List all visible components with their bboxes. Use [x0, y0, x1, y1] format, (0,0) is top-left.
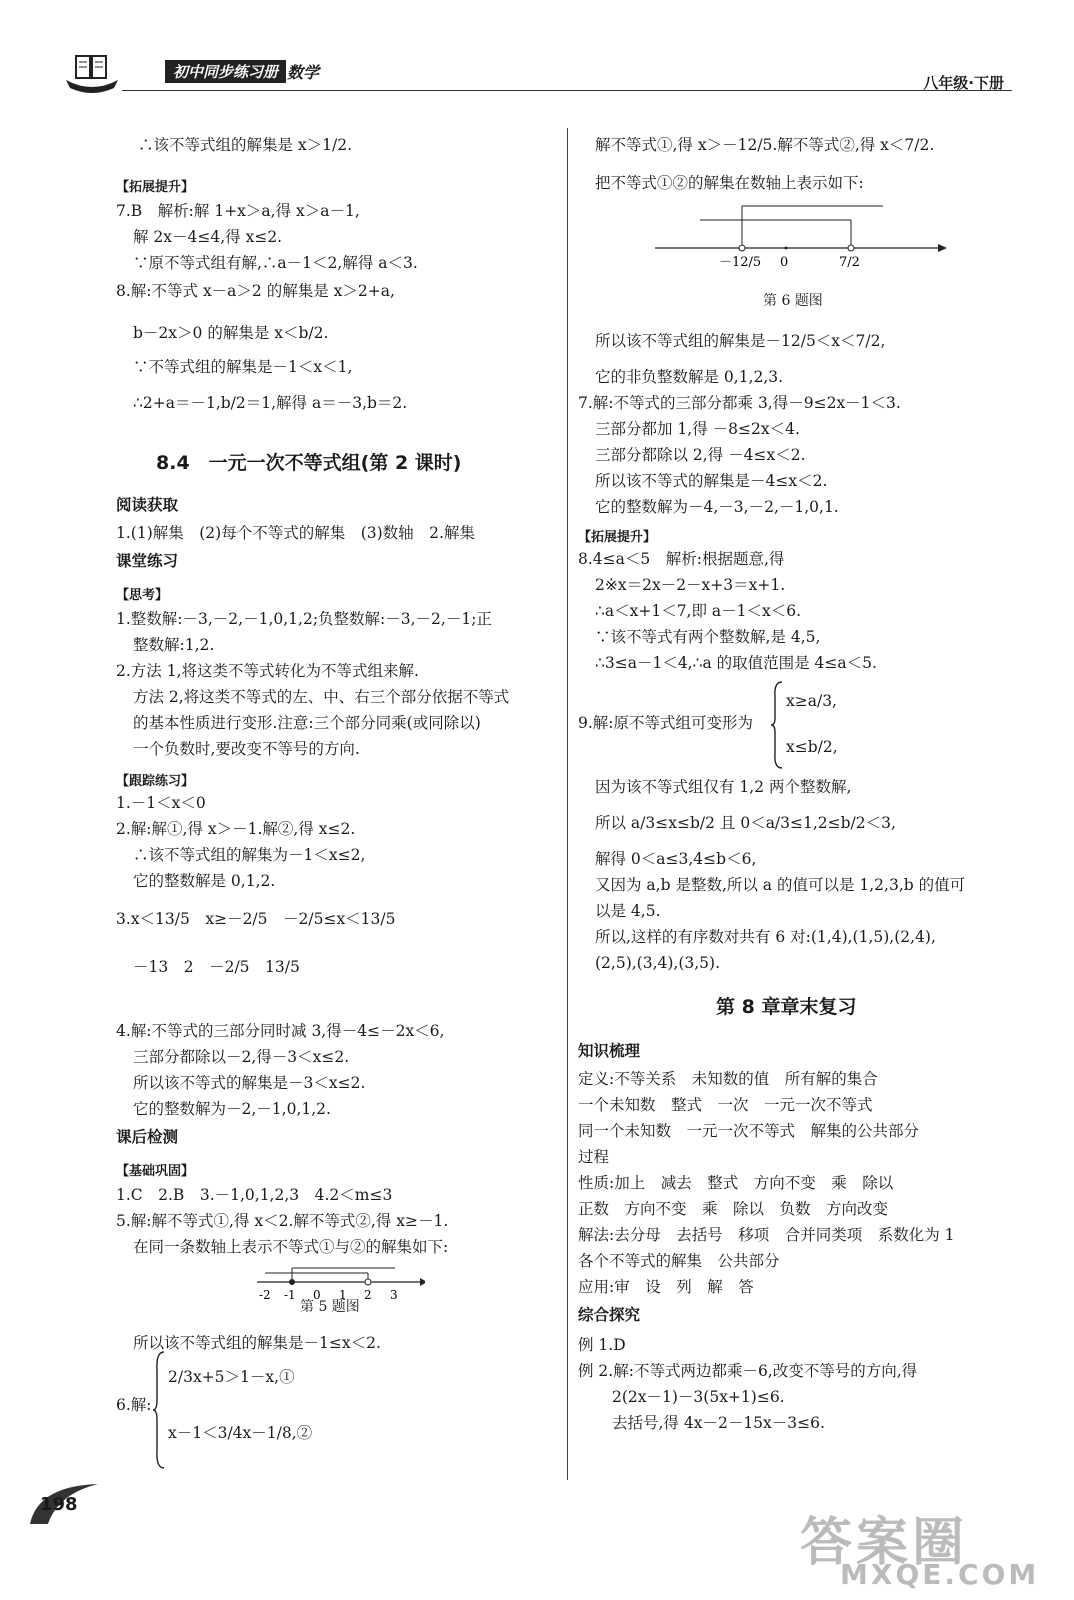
text-line: 2/3x+5＞1－x,① [168, 1368, 295, 1386]
text-line: ∵不等式组的解集是－1＜x＜1, [133, 358, 353, 376]
text-line: ∵该不等式有两个整数解,是 4,5, [595, 628, 821, 646]
header-rule [122, 90, 1012, 91]
tick-label: 0 [780, 255, 789, 270]
figure-caption: 第 6 题图 [763, 293, 823, 309]
text-line: 7.B 解析:解 1+x＞a,得 x＞a－1, [116, 202, 360, 220]
text-line: －13 2 －2/5 13/5 [133, 958, 300, 976]
text-line: 一个负数时,要改变不等号的方向. [133, 740, 360, 758]
column-divider [567, 128, 568, 1480]
section-tag: 【拓展提升】 [578, 530, 657, 545]
tick-label: 2 [364, 1288, 372, 1302]
text-line: 定义:不等关系 未知数的值 所有解的集合 [578, 1070, 878, 1088]
text-line: 它的整数解是 0,1,2. [133, 872, 276, 890]
text-line: 过程 [578, 1148, 610, 1166]
text-line: 正数 方向不变 乘 除以 负数 方向改变 [578, 1200, 889, 1218]
book-title: 初中同步练习册 [165, 60, 286, 83]
text-line: 解得 0＜a≤3,4≤b＜6, [595, 850, 757, 868]
text-line: 又因为 a,b 是整数,所以 a 的值可以是 1,2,3,b 的值可 [595, 876, 966, 894]
section-tag: 【思考】 [116, 588, 169, 603]
text-line: 一个未知数 整式 一次 一元一次不等式 [578, 1096, 873, 1114]
text-line: 它的整数解为－2,－1,0,1,2. [133, 1100, 331, 1118]
text-line: ∴2+a＝－1,b/2＝1,解得 a＝－3,b＝2. [133, 394, 408, 412]
tick-label: -2 [259, 1288, 271, 1302]
text-line: b－2x＞0 的解集是 x＜b/2. [133, 324, 329, 342]
text-line: 的基本性质进行变形.注意:三个部分同乘(或同除以) [133, 714, 481, 732]
text-line: 三部分都加 1,得 －8≤2x＜4. [595, 420, 800, 438]
text-line: 解法:去分母 去括号 移项 合并同类项 系数化为 1 [578, 1226, 955, 1244]
text-line: ∴3≤a－1＜4,∴a 的取值范围是 4≤a＜5. [595, 654, 877, 672]
text-line: 2※x＝2x－2－x+3＝x+1. [595, 576, 786, 594]
text-line: 方法 2,将这类不等式的左、中、右三个部分依据不等式 [133, 688, 510, 706]
subject-label: 数学 [287, 63, 320, 82]
text-line: 所以该不等式的解集是－4≤x＜2. [595, 472, 828, 490]
text-line: 1.C 2.B 3.－1,0,1,2,3 4.2＜m≤3 [116, 1186, 393, 1204]
text-line: 所以该不等式的解集是－3＜x≤2. [133, 1074, 366, 1092]
section-title: 8.4 一元一次不等式组(第 2 课时) [156, 452, 462, 474]
text-line: 2.方法 1,将这类不等式转化为不等式组来解. [116, 662, 419, 680]
text-line: 8.解:不等式 x－a＞2 的解集是 x＞2+a, [116, 282, 395, 300]
text-line: 解不等式①,得 x＞－12/5.解不等式②,得 x＜7/2. [595, 136, 935, 154]
watermark [800, 1500, 1040, 1591]
tick-label: 1 [339, 1288, 347, 1302]
text-line: x≤b/2, [786, 738, 838, 756]
tick-label: 3 [390, 1288, 398, 1302]
subheading: 阅读获取 [116, 496, 179, 514]
text-line: 5.解:解不等式①,得 x＜2.解不等式②,得 x≥－1. [116, 1212, 449, 1230]
text-line: 4.解:不等式的三部分同时减 3,得－4≤－2x＜6, [116, 1022, 445, 1040]
text-line: 所以该不等式组的解集是－12/5＜x＜7/2, [595, 332, 886, 350]
text-line: 2(2x－1)－3(5x+1)≤6. [612, 1388, 785, 1406]
text-line: 1.(1)解集 (2)每个不等式的解集 (3)数轴 2.解集 [116, 524, 475, 542]
text-line: 3.x＜13/5 x≥－2/5 －2/5≤x＜13/5 [116, 910, 396, 928]
text-line: 6.解: [116, 1396, 152, 1414]
text-line: 三部分都除以 2,得 －4≤x＜2. [595, 446, 806, 464]
page-header [40, 48, 1034, 98]
tick-label: －12/5 [719, 255, 762, 270]
brace-icon [152, 1350, 166, 1470]
text-line: 因为该不等式组仅有 1,2 两个整数解, [595, 778, 852, 796]
figure-6-number-line [655, 200, 955, 290]
tick-label: 0 [313, 1288, 321, 1302]
book-logo-icon [62, 50, 122, 94]
figure-caption: 第 5 题图 [300, 1299, 360, 1315]
section-tag: 【拓展提升】 [116, 180, 195, 195]
section-tag: 【基础巩固】 [116, 1164, 195, 1179]
text-line: ∵原不等式组有解,∴a－1＜2,解得 a＜3. [133, 254, 418, 272]
text-line: 1.整数解:－3,－2,－1,0,1,2;负整数解:－3,－2,－1;正 [116, 610, 492, 628]
section-tag: 【跟踪练习】 [116, 774, 195, 789]
watermark-text: 答案圈 [800, 1513, 969, 1573]
text-line: (2,5),(3,4),(3,5). [595, 954, 721, 972]
subheading: 课后检测 [116, 1128, 179, 1146]
text-line: 8.4≤a＜5 解析:根据题意,得 [578, 550, 785, 568]
text-line: 解 2x－4≤4,得 x≤2. [133, 228, 283, 246]
text-line: 所以该不等式组的解集是－1≤x＜2. [133, 1334, 381, 1352]
section-title: 第 8 章章末复习 [716, 996, 857, 1018]
subheading: 知识梳理 [578, 1042, 641, 1060]
text-line: ∴a＜x+1＜7,即 a－1＜x＜6. [595, 602, 802, 620]
grade-label: 八年级·下册 [923, 74, 1004, 92]
text-line: 各个不等式的解集 公共部分 [578, 1252, 780, 1270]
subheading: 综合探究 [578, 1306, 641, 1324]
text-line: x≥a/3, [786, 692, 837, 710]
text-line: 它的整数解为－4,－3,－2,－1,0,1. [595, 498, 839, 516]
text-line: 1.－1＜x＜0 [116, 794, 206, 812]
text-line: 三部分都除以－2,得－3＜x≤2. [133, 1048, 350, 1066]
text-line: 所以 a/3≤x≤b/2 且 0＜a/3≤1,2≤b/2＜3, [595, 814, 896, 832]
text-line: 在同一条数轴上表示不等式①与②的解集如下: [133, 1238, 449, 1256]
text-line: 例 1.D [578, 1336, 626, 1354]
tick-label: 7/2 [839, 255, 860, 270]
text-line: ∴该不等式组的解集是 x＞1/2. [138, 136, 353, 154]
text-line: ∴该不等式组的解集为－1＜x≤2, [133, 846, 366, 864]
text-line: 整数解:1,2. [133, 636, 215, 654]
brace-icon [770, 680, 784, 770]
text-line: 以是 4,5. [595, 902, 661, 920]
subheading: 课堂练习 [116, 552, 179, 570]
text-line: 应用:审 设 列 解 答 [578, 1278, 754, 1296]
text-line: x－1＜3/4x－1/8,② [168, 1424, 313, 1442]
text-line: 把不等式①②的解集在数轴上表示如下: [595, 174, 864, 192]
text-line: 例 2.解:不等式两边都乘－6,改变不等号的方向,得 [578, 1362, 918, 1380]
text-line: 所以,这样的有序数对共有 6 对:(1,4),(1,5),(2,4), [595, 928, 936, 946]
text-line: 性质:加上 减去 整式 方向不变 乘 除以 [578, 1174, 894, 1192]
text-line: 9.解:原不等式组可变形为 [578, 714, 754, 732]
text-line: 同一个未知数 一元一次不等式 解集的公共部分 [578, 1122, 920, 1140]
page-number: 198 [40, 1494, 78, 1515]
tick-label: -1 [284, 1288, 296, 1302]
text-line: 2.解:解①,得 x＞－1.解②,得 x≤2. [116, 820, 356, 838]
text-line: 它的非负整数解是 0,1,2,3. [595, 368, 784, 386]
text-line: 7.解:不等式的三部分都乘 3,得－9≤2x－1＜3. [578, 394, 901, 412]
page-number-badge [28, 1480, 118, 1526]
text-line: 去括号,得 4x－2－15x－3≤6. [612, 1414, 825, 1432]
watermark-url: MXQE.COM [840, 1558, 1040, 1591]
